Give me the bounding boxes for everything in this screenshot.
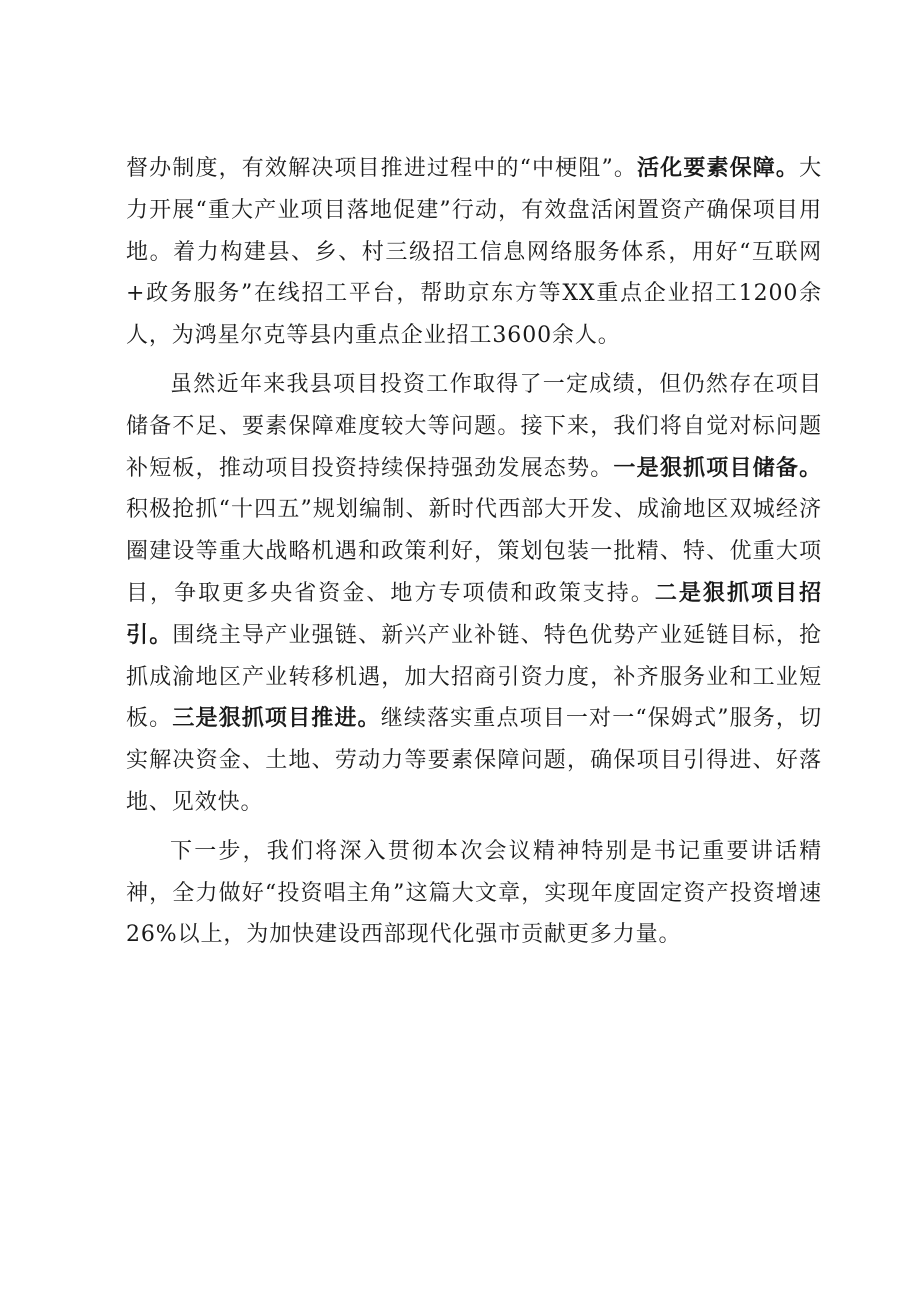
paragraph-2-reserve-text: 积极抢抓“十四五”规划编制、新时代西部大开发、成渝地区双城经济圈建设等重大战略机遇和政策利好，策划包装一批精、特、优重大项目，争取更多央省资金、地方专项债和政策支持。 [126, 497, 822, 606]
paragraph-2 [126, 364, 822, 824]
paragraph-1-heading-factor-guarantee: 活化要素保障。 [637, 155, 800, 181]
paragraph-2-heading-reserve: 一是狠抓项目储备。 [613, 454, 823, 481]
paragraph-2-intro: 虽然近年来我县项目投资工作取得了一定成绩，但仍然存在项目储备不足、要素保障难度较大等问题。接下来，我们将自觉对标问题补短板，推动项目投资持续保持强劲发展态势。 [126, 371, 822, 481]
paragraph-2-attract-text: 围绕主导产业强链、新兴产业补链、特色优势产业延链目标，抢抓成渝地区产业转移机遇，加大招商引资力度，补齐服务业和工业短板。 [126, 622, 822, 732]
document-body [126, 148, 822, 956]
paragraph-2-advance-text: 继续落实重点项目一对一“保姆式”服务，切实解决资金、土地、劳动力等要素保障问题，确保项目引得进、好落地、见效快。 [126, 706, 822, 815]
paragraph-1 [126, 148, 822, 357]
paragraph-2-heading-attract: 二是狠抓项目招引。 [126, 579, 822, 648]
paragraph-1-text-continued: 大力开展“重大产业项目落地促建”行动，有效盘活闲置资产确保项目用地。着力构建县、乡、村三级招工信息网络服务体系，用好“互联网+政务服务”在线招工平台，帮助京东方等XX重点企业招工1200余人，为鸿星尔克等县内重点企业招工3600余人。 [126, 156, 822, 349]
paragraph-2-heading-advance: 三是狠抓项目推进。 [172, 705, 381, 732]
paragraph-3-text: 下一步，我们将深入贯彻本次会议精神特别是书记重要讲话精神，全力做好“投资唱主角”这篇大文章，实现年度固定资产投资增速26%以上，为加快建设西部现代化强市贡献更多力量。 [126, 838, 822, 948]
paragraph-1-text: 督办制度，有效解决项目推进过程中的“中梗阻”。 [126, 156, 638, 181]
paragraph-3 [126, 831, 822, 956]
